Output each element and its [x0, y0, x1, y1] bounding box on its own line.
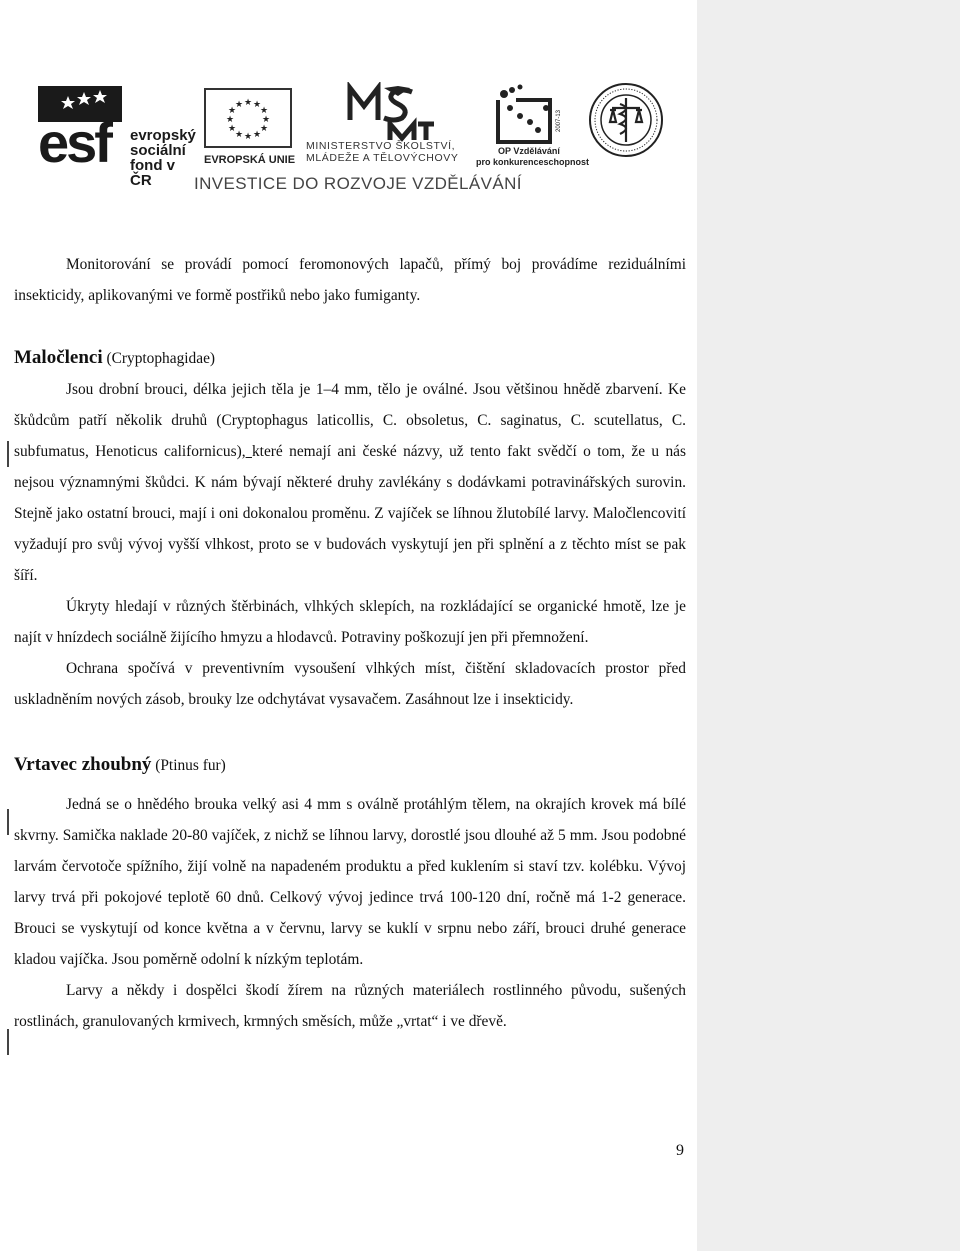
right-margin-panel [697, 0, 960, 1251]
svg-text:2007-13: 2007-13 [556, 109, 562, 132]
svg-text:★: ★ [252, 100, 262, 110]
svg-text:★: ★ [243, 98, 253, 108]
svg-text:★: ★ [227, 124, 237, 134]
paragraph-ochrana: Ochrana spočívá v preventivním vysoušení vlhkých míst, čištění skladovacích prostor před uskladněním nových zásob, brouky lze odchytávat vysavačem. Zasáhnout lze i insekticidy. [14, 660, 686, 708]
msmt-line2: MLÁDEŽE A TĚLOVÝCHOVY [306, 152, 459, 164]
paragraph-malocleni-part1: Jsou drobní brouci, délka jejich těla je 1–4 mm, tělo je oválné. Jsou většinou hnědě zbarvení. Ke škůdcům patří několik druhů (Cryptophagus laticollis, C. obsoletus, C. saginatus, C. scutellatus, C. subfumatus, Henoticus californicus), [14, 381, 686, 460]
paragraph-malocleni-part2: které nemají ani české názvy, už tento fakt svědčí o tom, že u nás nejsou významnými škůdci. K nám bývají některé druhy zavlékány s dodávkami potravinářských surovin. Stejně jako ostatní brouci, mají i oni dokonalou proměnu. Z vajíček se líhnou žlutobílé larvy. Maločlencovití vyžadují pro svůj vývoj vyšší vlhkost, proto se v budovách vyskytují jen při splnění a z těchto míst se pak šíří. [14, 443, 687, 584]
heading-vrtavec-latin: (Ptinus fur) [151, 757, 226, 774]
paragraph-ukryty: Úkryty hledají v různých štěrbinách, vlhkých sklepích, na rozkládající se organické hmotě, lze je najít v hnízdech sociálně žijícího hmyzu a hlodavců. Potraviny poškozují jen při přemnožení. [14, 598, 686, 646]
heading-vrtavec [14, 749, 686, 781]
msmt-monogram-icon [306, 82, 468, 142]
paragraph-vrtavec-description: Jedná se o hnědého brouka velký asi 4 mm s oválně protáhlým tělem, na okrajích krovek má bílé skvrny. Samička naklade 20-80 vajíček, z nichž se líhnou larvy, dorostlé jsou dlouhé až 5 mm. Jsou podobné larvám červotoče spížního, žijí volně na napadeném produktu a před kuklením si staví tzv. kolébku. Vývoj larvy trvá při pokojové teplotě 60 dnů. Celkový vývoj jedince trvá 100-120 dní, ročně má 1-2 generace. Brouci se vyskytují od konce května a v červnu, larvy se kuklí v srpnu nebo září, brouci druhé generace kladou vajíčka. Jsou poměrně odolní k nízkým teplotám. [14, 796, 686, 968]
vfu-seal [588, 82, 664, 158]
change-bar [7, 809, 9, 835]
msmt-logo [306, 82, 468, 170]
esf-logo [38, 86, 198, 189]
paragraph-malocleni-description [14, 374, 686, 591]
svg-text:esf: esf [38, 111, 110, 166]
investice-slogan: INVESTICE DO ROZVOJE VZDĚLÁVÁNÍ [194, 174, 522, 193]
esf-line1: evropský [130, 127, 196, 144]
heading-malocleni-latin: (Cryptophagidae) [102, 350, 216, 367]
svg-text:★: ★ [252, 130, 262, 140]
svg-text:★: ★ [227, 106, 237, 116]
op-logo [476, 84, 590, 172]
svg-text:★: ★ [259, 106, 269, 116]
heading-vrtavec-title: Vrtavec zhoubný [14, 754, 152, 775]
op-logo-graphic [476, 84, 576, 146]
paragraph-vrtavec-damage: Larvy a někdy i dospělci škodí žírem na různých materiálech rostlinného původu, sušených rostlinách, granulovaných krmivech, krmných směsích, může „vrtat“ i ve dřevě. [14, 982, 686, 1030]
svg-text:★: ★ [261, 115, 271, 125]
svg-text:★: ★ [234, 130, 244, 140]
logo-header [0, 70, 697, 200]
svg-text:★: ★ [259, 124, 269, 134]
eu-caption: EVROPSKÁ UNIE [204, 154, 296, 166]
heading-malocleni [14, 342, 686, 374]
svg-text:★: ★ [243, 132, 253, 142]
eu-logo [204, 88, 296, 168]
op-line1: OP Vzdělávání [498, 146, 560, 156]
eu-flag-icon [204, 88, 296, 150]
change-bar [7, 1029, 9, 1055]
vfu-seal-graphic [588, 82, 664, 158]
paragraph-monitoring: Monitorování se provádí pomocí feromonových lapačů, přímý boj provádíme reziduálními insekticidy, aplikovanými ve formě postřiků nebo jako fumiganty. [14, 256, 686, 304]
esf-line2: sociální [130, 142, 186, 159]
change-bar [7, 441, 9, 467]
heading-malocleni-title: Maločlenci [14, 347, 103, 368]
page-body [14, 249, 686, 1037]
page-number: 9 [676, 1142, 684, 1159]
svg-text:★: ★ [225, 115, 235, 125]
msmt-line1: MINISTERSTVO ŠKOLSTVÍ, [306, 140, 456, 152]
esf-line3: fond v ČR [130, 157, 175, 189]
svg-text:★: ★ [234, 100, 244, 110]
op-line2: pro konkurenceschopnost [476, 157, 590, 167]
